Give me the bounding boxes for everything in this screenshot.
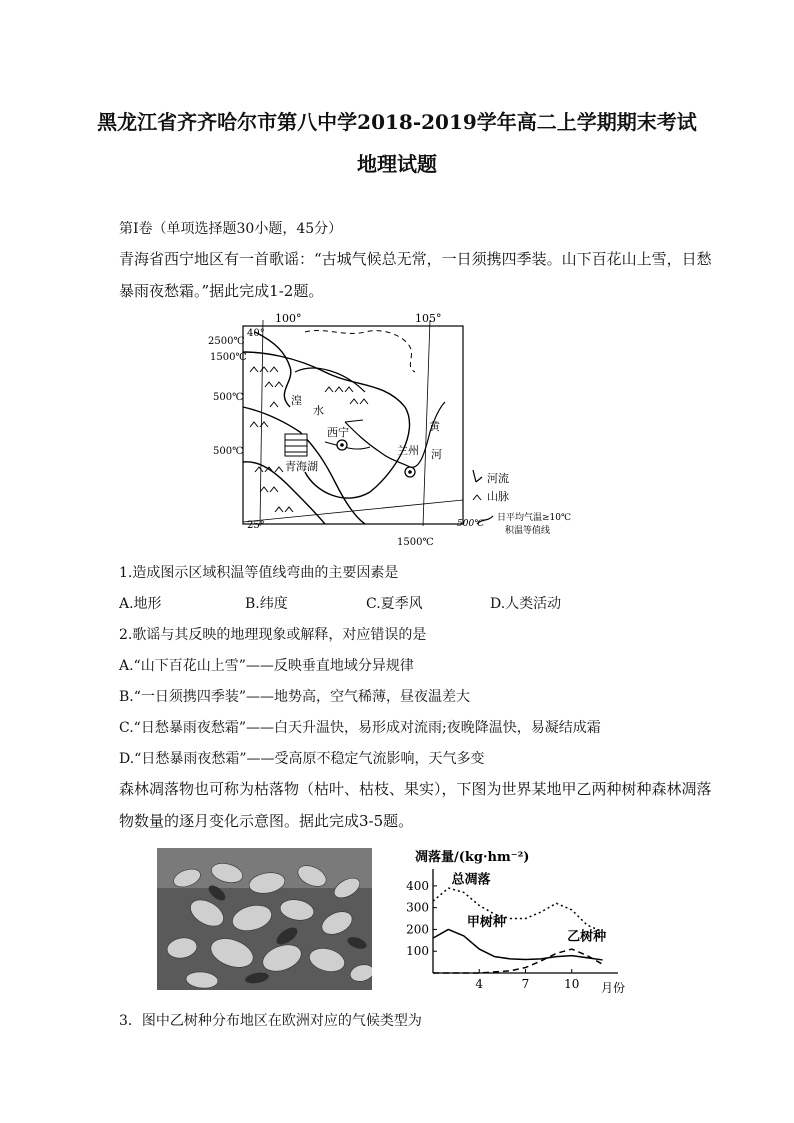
intro2-line1: 森林凋落物也可称为枯落物（枯叶、枯枝、果实），下图为世界某地甲乙两种树种森林凋落 xyxy=(119,780,712,798)
question-1: 1.造成图示区域积温等值线弯曲的主要因素是 xyxy=(119,565,399,581)
q2-option-d: D.“日愁暴雨夜愁霜”——受高原不稳定气流影响，天气多变 xyxy=(119,751,485,767)
series-label: 总凋落 xyxy=(451,872,491,888)
legend-mountain: 山脉 xyxy=(487,490,509,503)
series-label: 甲树种 xyxy=(466,915,506,931)
legend-isotherm-value: 500℃ xyxy=(457,519,485,529)
label-qinghai-lake: 青海湖 xyxy=(285,460,318,473)
section-heading: 第I卷（单项选择题30小题，45分） xyxy=(119,221,343,237)
series-line xyxy=(433,949,603,973)
series-label: 乙树种 xyxy=(567,929,607,945)
lon-label-100: 100° xyxy=(275,312,302,325)
y-tick-label: 100 xyxy=(406,944,429,959)
question-2: 2.歌谣与其反映的地理现象或解释，对应错误的是 xyxy=(119,627,427,643)
x-tick-label: 10 xyxy=(564,977,580,991)
y-tick-label: 300 xyxy=(406,900,429,915)
y-tick-label: 200 xyxy=(406,922,429,937)
doc-subtitle: 地理试题 xyxy=(357,152,437,176)
y-tick-label: 400 xyxy=(406,878,429,893)
lat-label-25: 25° xyxy=(247,520,265,531)
series-line xyxy=(433,888,603,932)
intro1-line1: 青海省西宁地区有一首歌谣：“古城气候总无常，一日须携四季装。山下百花山上雪，日愁 xyxy=(119,250,712,268)
isotherm-label-500a: 500℃ xyxy=(213,392,244,403)
label-shui: 水 xyxy=(313,404,324,417)
leaf-litter-photo xyxy=(157,848,372,990)
chart-xlabel: 月份 xyxy=(601,981,626,995)
q2-option-a: A.“山下百花山上雪”——反映垂直地域分异规律 xyxy=(119,658,414,674)
label-huang: 湟 xyxy=(291,394,302,407)
lat-label-40: 40° xyxy=(247,328,265,339)
chart-ylabel: 凋落量/(kg·hm⁻²) xyxy=(415,850,530,865)
legend-isotherm-line1: 日平均气温≥10℃ xyxy=(497,513,572,523)
x-tick-label: 7 xyxy=(521,977,530,991)
doc-title: 黑龙江省齐齐哈尔市第八中学2018-2019学年高二上学期期末考试 xyxy=(97,110,697,134)
q1-option-d: D.人类活动 xyxy=(490,596,562,612)
legend-river: 河流 xyxy=(487,472,509,485)
question-3: 3．图中乙树种分布地区在欧洲对应的气候类型为 xyxy=(119,1013,422,1029)
isotherm-label-500b: 500℃ xyxy=(213,446,244,457)
isotherm-label-2500: 2500℃ xyxy=(208,336,245,347)
isotherm-label-1500: 1500℃ xyxy=(210,352,247,363)
isotherm-label-1500-bottom: 1500℃ xyxy=(397,537,434,548)
label-lanzhou: 兰州 xyxy=(397,444,419,457)
label-xining: 西宁 xyxy=(327,426,349,439)
q2-option-b: B.“一日须携四季装”——地势高，空气稀薄，昼夜温差大 xyxy=(119,689,471,705)
litter-chart xyxy=(403,845,648,995)
intro2-line2: 物数量的逐月变化示意图。据此完成3-5题。 xyxy=(119,812,414,830)
qinghai-isotherm-map xyxy=(205,312,605,552)
label-river: 河 xyxy=(431,448,442,461)
intro1-line2: 暴雨夜愁霜。”据此完成1-2题。 xyxy=(119,282,324,300)
q1-option-a: A.地形 xyxy=(119,596,162,612)
q1-option-b: B.纬度 xyxy=(245,596,288,612)
label-yellow: 黄 xyxy=(429,420,440,433)
q2-option-c: C.“日愁暴雨夜愁霜”——白天升温快，易形成对流雨;夜晚降温快，易凝结成霜 xyxy=(119,720,601,736)
legend-isotherm-line2: 积温等值线 xyxy=(505,526,551,536)
q1-option-c: C.夏季风 xyxy=(366,596,423,612)
lon-label-105: 105° xyxy=(415,312,442,325)
x-tick-label: 4 xyxy=(475,977,484,991)
